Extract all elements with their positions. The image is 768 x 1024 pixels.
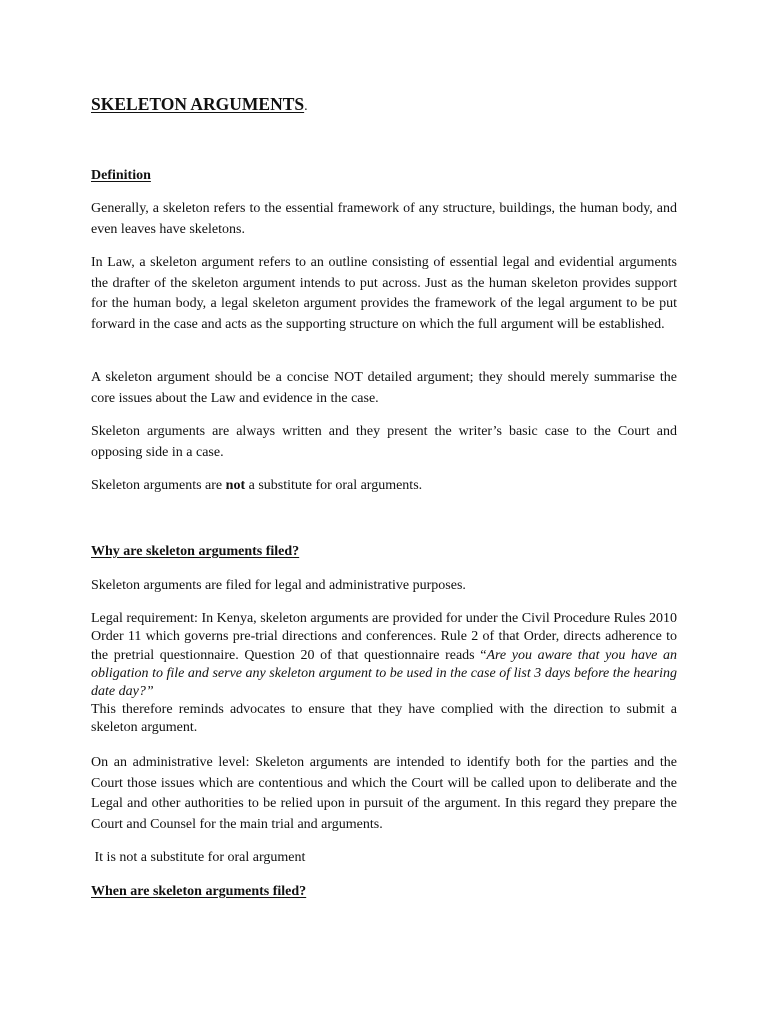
paragraph-definition-written: Skeleton arguments are always written and they present the writer’s basic case to the Court and opposing side in a case. [91,424,677,460]
questionnaire-quote-close: ” [145,684,154,700]
paragraph-definition-concise: A skeleton argument should be a concise NOT detailed argument; they should merely summarise the core issues about the Law and evidence in the case. [91,370,677,406]
paragraph-definition-not-substitute-bold: not [225,478,246,493]
heading-why-filed: Why are skeleton arguments filed? [91,544,300,559]
paragraph-why-reminder: This therefore reminds advocates to ensure that they have complied with the direction to submit a skeleton argument. [91,702,677,736]
paragraph-why-legal-requirement [91,610,677,701]
heading-definition: Definition [91,168,151,183]
paragraph-why-legal-requirement-text: Legal requirement: In Kenya, skeleton arguments are provided for under the Civil Procedure Rules 2010 Order 11 which governs pre-trial directions and conferences. Rule 2 of that Order, directs adherence to the pretrial questionnaire. Question 20 of that questionnaire reads “ [91,611,677,663]
paragraph-definition-law: In Law, a skeleton argument refers to an outline consisting of essential legal and evidential arguments the drafter of the skeleton argument intends to put across. Just as the human skeleton provides support for the human body, a legal skeleton argument provides the framework of the legal argument to be put forward in the case and acts as the supporting structure on which the full argument will be established. [91,255,677,332]
document-title [91,94,308,115]
paragraph-definition-not-substitute [91,476,677,497]
paragraph-why-administrative: On an administrative level: Skeleton arguments are intended to identify both for the parties and the Court those issues which are contentious and which the Court will be called upon to deliberate and the Legal and other authorities to be relied upon in pursuit of the argument. In this regard they prepare the Court and Counsel for the main trial and arguments. [91,755,677,832]
paragraph-why-not-substitute: It is not a substitute for oral argument [91,850,306,865]
document-title-period: . [304,99,308,114]
paragraph-definition-not-substitute-post: a substitute for oral arguments. [245,478,423,493]
paragraph-why-purposes: Skeleton arguments are filed for legal and administrative purposes. [91,578,466,593]
paragraph-definition-general: Generally, a skeleton refers to the essential framework of any structure, buildings, the human body, and even leaves have skeletons. [91,201,677,237]
document-title-text: SKELETON ARGUMENTS [91,94,305,114]
questionnaire-quote: Are you aware that you have an obligation to file and serve any skeleton argument to be used in the case of list 3 days before the hearing date day? [91,647,678,700]
heading-when-filed: When are skeleton arguments filed? [91,884,307,899]
paragraph-definition-not-substitute-pre: Skeleton arguments are [91,478,226,493]
